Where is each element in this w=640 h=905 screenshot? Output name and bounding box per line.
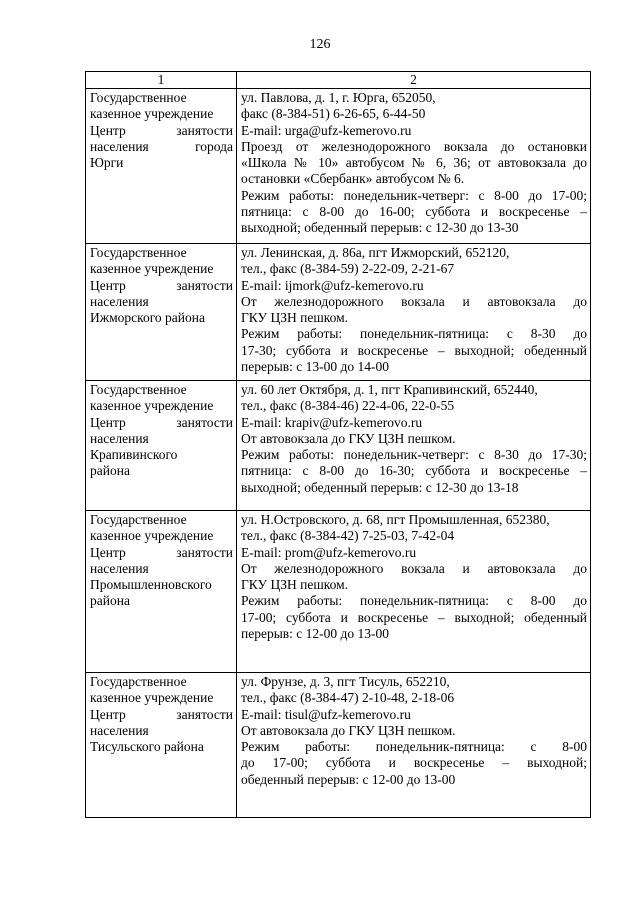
org-info-cell: [237, 381, 591, 511]
phone-line: тел., факс (8-384-46) 22-4-06, 22-0-55: [241, 398, 455, 414]
table-header-row: [86, 72, 591, 89]
org-name-line: Государственное: [90, 382, 187, 397]
email-line: E-mail: prom@ufz-kemerovo.ru: [241, 544, 417, 560]
org-name-line: Государственное: [90, 90, 187, 105]
directions-line: ГКУ ЦЗН пешком.: [241, 577, 349, 593]
schedule-line: до 17-00; суббота и воскресенье – выходной;: [241, 755, 587, 771]
directions-line: ГКУ ЦЗН пешком.: [241, 310, 349, 326]
email-line: E-mail: tisul@ufz-kemerovo.ru: [241, 706, 411, 722]
org-name-cell: [86, 244, 237, 381]
email-line: E-mail: urga@ufz-kemerovo.ru: [241, 122, 412, 138]
org-name-line: казенное учреждение: [90, 528, 214, 544]
table-row: [86, 511, 591, 673]
org-name-cell: [86, 511, 237, 673]
schedule-line: перерыв: с 12-00 до 13-00: [241, 626, 390, 642]
org-name-line: населения: [90, 293, 149, 309]
org-name-line: района: [90, 593, 130, 609]
schedule-line: Режим работы: понедельник-пятница: с 8-30 до: [241, 326, 587, 342]
schedule-line: Режим работы: понедельник-четверг: с 8-30 до 17-30;: [241, 447, 587, 463]
org-name-line: Крапивинского: [90, 447, 178, 463]
directions-line: От железнодорожного вокзала и автовокзала до: [241, 293, 587, 309]
employment-centers-table: [85, 71, 591, 818]
org-name-cell: [86, 673, 237, 818]
table-row: [86, 89, 591, 244]
table-row: [86, 381, 591, 511]
org-name-line: Государственное: [90, 674, 187, 689]
directions-line: остановки «Сбербанк» автобусом № 6.: [241, 171, 465, 187]
table-row: [86, 244, 591, 381]
org-name-line: казенное учреждение: [90, 690, 214, 706]
org-name-line: населения: [90, 722, 149, 738]
schedule-line: выходной; обеденный перерыв: с 12-30 до 13-30: [241, 220, 519, 236]
org-name-line: казенное учреждение: [90, 261, 214, 277]
org-name-line: Ижморского района: [90, 310, 205, 326]
phone-line: тел., факс (8-384-59) 2-22-09, 2-21-67: [241, 261, 455, 277]
schedule-line: Режим работы: понедельник-четверг: с 8-00 до 17-00;: [241, 187, 587, 203]
address-line: ул. Н.Островского, д. 68, пгт Промышленная, 652380,: [241, 512, 550, 527]
table-row: [86, 673, 591, 818]
schedule-line: Режим работы: понедельник-пятница: с 8-00 до: [241, 593, 587, 609]
phone-line: тел., факс (8-384-42) 7-25-03, 7-42-04: [241, 528, 455, 544]
org-name-line: района: [90, 463, 130, 479]
org-name-line: населения города: [90, 138, 233, 154]
schedule-line: обеденный перерыв: с 12-00 до 13-00: [241, 771, 456, 787]
email-line: E-mail: krapiv@ufz-kemerovo.ru: [241, 414, 423, 430]
schedule-line: 17-30; суббота и воскресенье – выходной; обеденный: [241, 342, 587, 358]
org-name-line: Центр занятости: [90, 544, 233, 560]
phone-line: факс (8-384-51) 6-26-65, 6-44-50: [241, 106, 426, 122]
schedule-line: пятница: с 8-00 до 16-30; суббота и воскресенье –: [241, 463, 587, 479]
org-info-cell: [237, 511, 591, 673]
org-name-line: казенное учреждение: [90, 398, 214, 414]
org-info-cell: [237, 89, 591, 244]
org-name-line: Центр занятости: [90, 277, 233, 293]
org-name-line: Центр занятости: [90, 122, 233, 138]
org-name-line: Государственное: [90, 512, 187, 527]
directions-line: От автовокзала до ГКУ ЦЗН пешком.: [241, 430, 456, 446]
org-info-cell: [237, 244, 591, 381]
org-name-line: Тисульского района: [90, 739, 204, 755]
org-name-line: населения: [90, 560, 149, 576]
org-name-cell: [86, 381, 237, 511]
column-header-1: 1: [86, 72, 237, 89]
address-line: ул. Павлова, д. 1, г. Юрга, 652050,: [241, 90, 436, 105]
schedule-line: перерыв: с 13-00 до 14-00: [241, 359, 390, 375]
schedule-line: Режим работы: понедельник-пятница: с 8-00: [241, 739, 587, 755]
org-name-line: Юрги: [90, 155, 124, 171]
schedule-line: выходной; обеденный перерыв: с 12-30 до 13-18: [241, 479, 519, 495]
org-name-line: казенное учреждение: [90, 106, 214, 122]
directions-line: От автовокзала до ГКУ ЦЗН пешком.: [241, 722, 456, 738]
org-name-cell: [86, 89, 237, 244]
org-name-line: Промышленновского: [90, 577, 212, 593]
address-line: ул. 60 лет Октября, д. 1, пгт Крапивинский, 652440,: [241, 382, 538, 397]
address-line: ул. Фрунзе, д. 3, пгт Тисуль, 652210,: [241, 674, 450, 689]
page-number: 126: [309, 37, 331, 52]
phone-line: тел., факс (8-384-47) 2-10-48, 2-18-06: [241, 690, 455, 706]
org-name-line: Государственное: [90, 245, 187, 260]
org-name-line: Центр занятости: [90, 706, 233, 722]
schedule-line: пятница: с 8-00 до 16-00; суббота и воскресенье –: [241, 204, 587, 220]
directions-line: «Школа № 10» автобусом № 6, 36; от автовокзала до: [241, 155, 587, 171]
org-info-cell: [237, 673, 591, 818]
org-name-line: Центр занятости: [90, 414, 233, 430]
column-header-2: 2: [237, 72, 591, 89]
email-line: E-mail: ijmork@ufz-kemerovo.ru: [241, 277, 424, 293]
directions-line: Проезд от железнодорожного вокзала до остановки: [241, 138, 587, 154]
org-name-line: населения: [90, 430, 149, 446]
address-line: ул. Ленинская, д. 86а, пгт Ижморский, 652120,: [241, 245, 510, 260]
schedule-line: 17-00; суббота и воскресенье – выходной; обеденный: [241, 609, 587, 625]
directions-line: От железнодорожного вокзала и автовокзала до: [241, 560, 587, 576]
